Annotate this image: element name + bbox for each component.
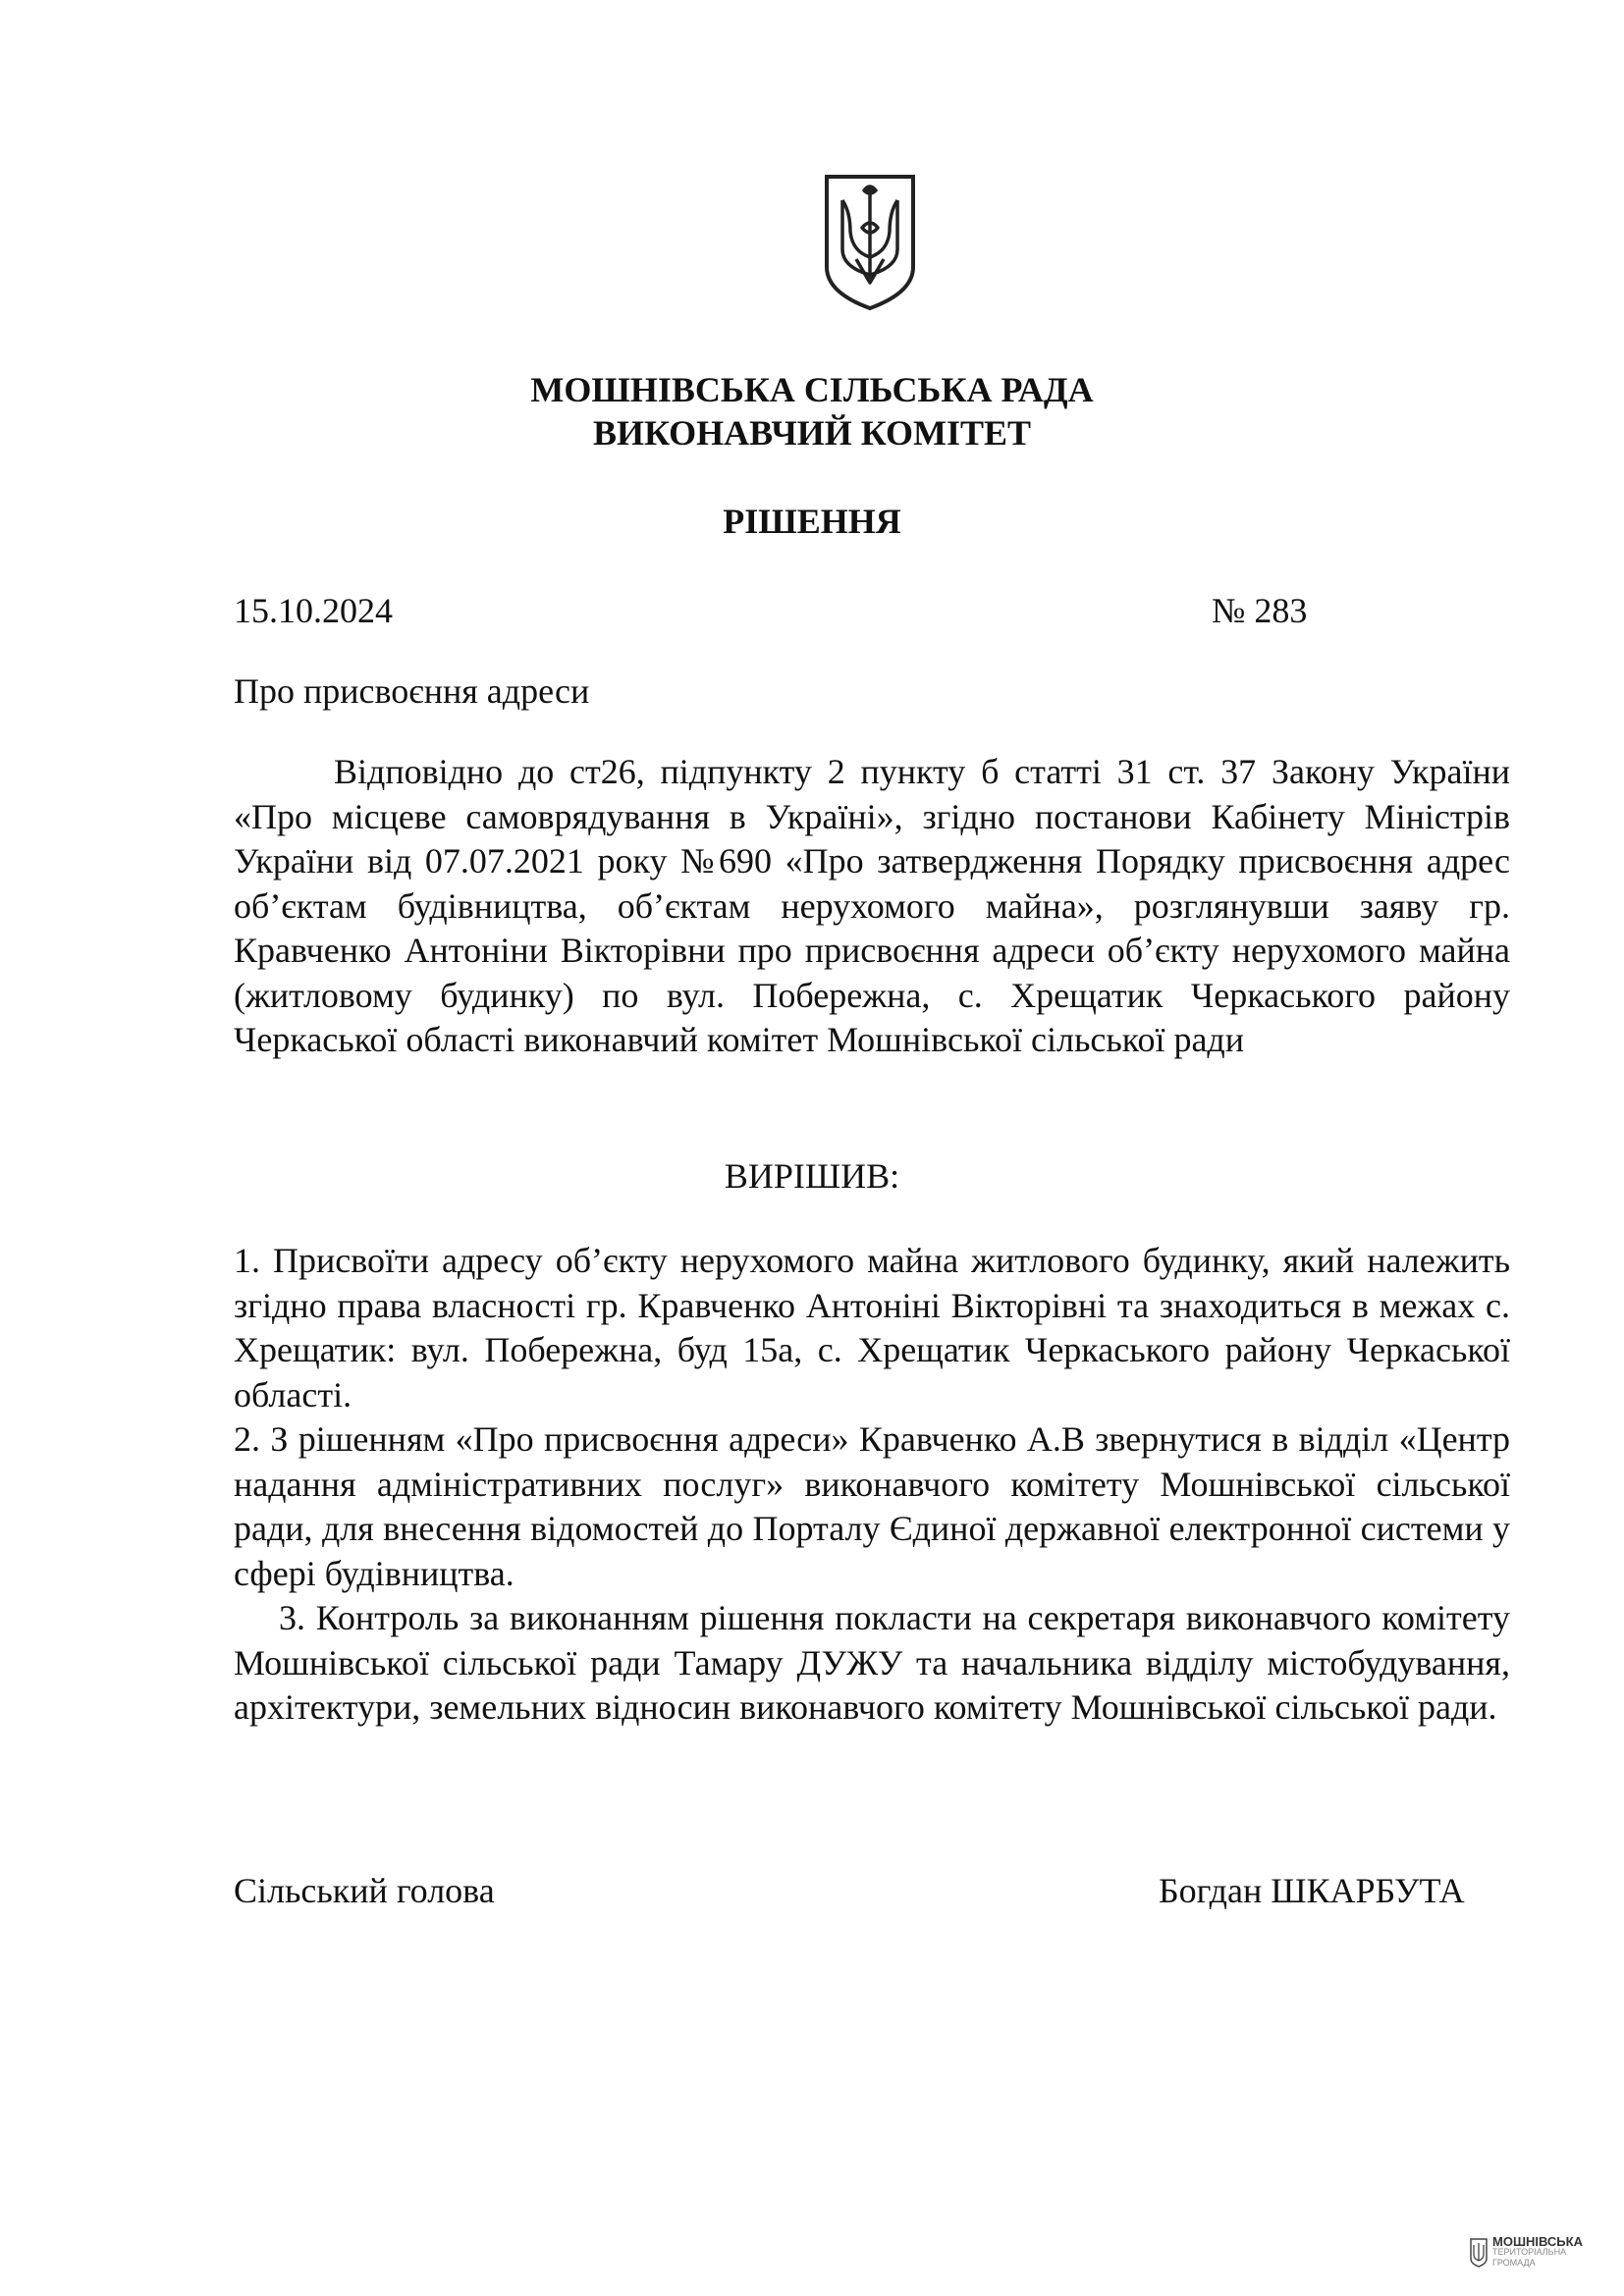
intro-paragraph: Відповідно до ст26, підпункту 2 пункту б статті 31 ст. 37 Закону України «Про місцеве самоврядування в Україні», згідно постанови Кабінету Міністрів України від 07.07.2021 року №690 «Про затвердження Порядку присвоєння адрес об’єктам будівництва, об’єктам нерухомого майна», розглянувши заяву гр. Кравченко Антоніни Вікторівни про присвоєння адреси об’єкту нерухомого майна (житловому будинку) по вул. Побережна, с. Хрещатик Черкаського району Черкаської області виконавчий комітет Мошнівської сільської ради bbox=[234, 752, 1510, 1059]
decision-number: № 283 bbox=[1212, 591, 1308, 630]
decided-heading: ВИРІШИВ: bbox=[724, 1156, 900, 1196]
decision-item-1: 1. Присвоїти адресу об’єкту нерухомого майна житлового будинку, який належить згідно права власності гр. Кравченко Антоніні Вікторівні та знаходиться в межах с. Хрещатик: вул. Побережна, буд 15а, с. Хрещатик Черкаського району Черкаської області. bbox=[234, 1241, 1510, 1415]
decision-date: 15.10.2024 bbox=[234, 591, 393, 630]
decision-item-3: 3. Контроль за виконанням рішення покласти на секретаря виконавчого комітету Мошнівської сільської ради Тамару ДУЖУ та начальника відділу містобудування, архітектури, земельних відносин виконавчого комітету Мошнівської сільської ради. bbox=[234, 1598, 1510, 1727]
committee-title: ВИКОНАВЧИЙ КОМІТЕТ bbox=[592, 413, 1032, 453]
community-logo bbox=[1469, 2236, 1583, 2269]
logo-line-2: ТЕРИТОРІАЛЬНА bbox=[1492, 2247, 1567, 2257]
community-logo-icon bbox=[1469, 2237, 1489, 2269]
ukraine-trident-emblem-icon bbox=[821, 173, 919, 312]
logo-line-1: МОШНІВСЬКА bbox=[1492, 2234, 1583, 2249]
council-title: МОШНІВСЬКА СІЛЬСЬКА РАДА bbox=[530, 370, 1094, 409]
signatory-position: Сільський голова bbox=[234, 1871, 495, 1910]
decision-item-2: 2. З рішенням «Про присвоєння адреси» Кравченко А.В звернутися в відділ «Центр надання адміністративних послуг» виконавчого комітету Мошнівської сільської ради, для внесення відомостей до Порталу Єдиної державної електронної системи у сфері будівництва. bbox=[234, 1419, 1510, 1593]
logo-line-3: ГРОМАДА bbox=[1492, 2258, 1536, 2268]
signatory-name: Богдан ШКАРБУТА bbox=[1159, 1871, 1465, 1910]
decision-subject: Про присвоєння адреси bbox=[234, 671, 590, 711]
document-type-title: РІШЕННЯ bbox=[723, 502, 901, 541]
